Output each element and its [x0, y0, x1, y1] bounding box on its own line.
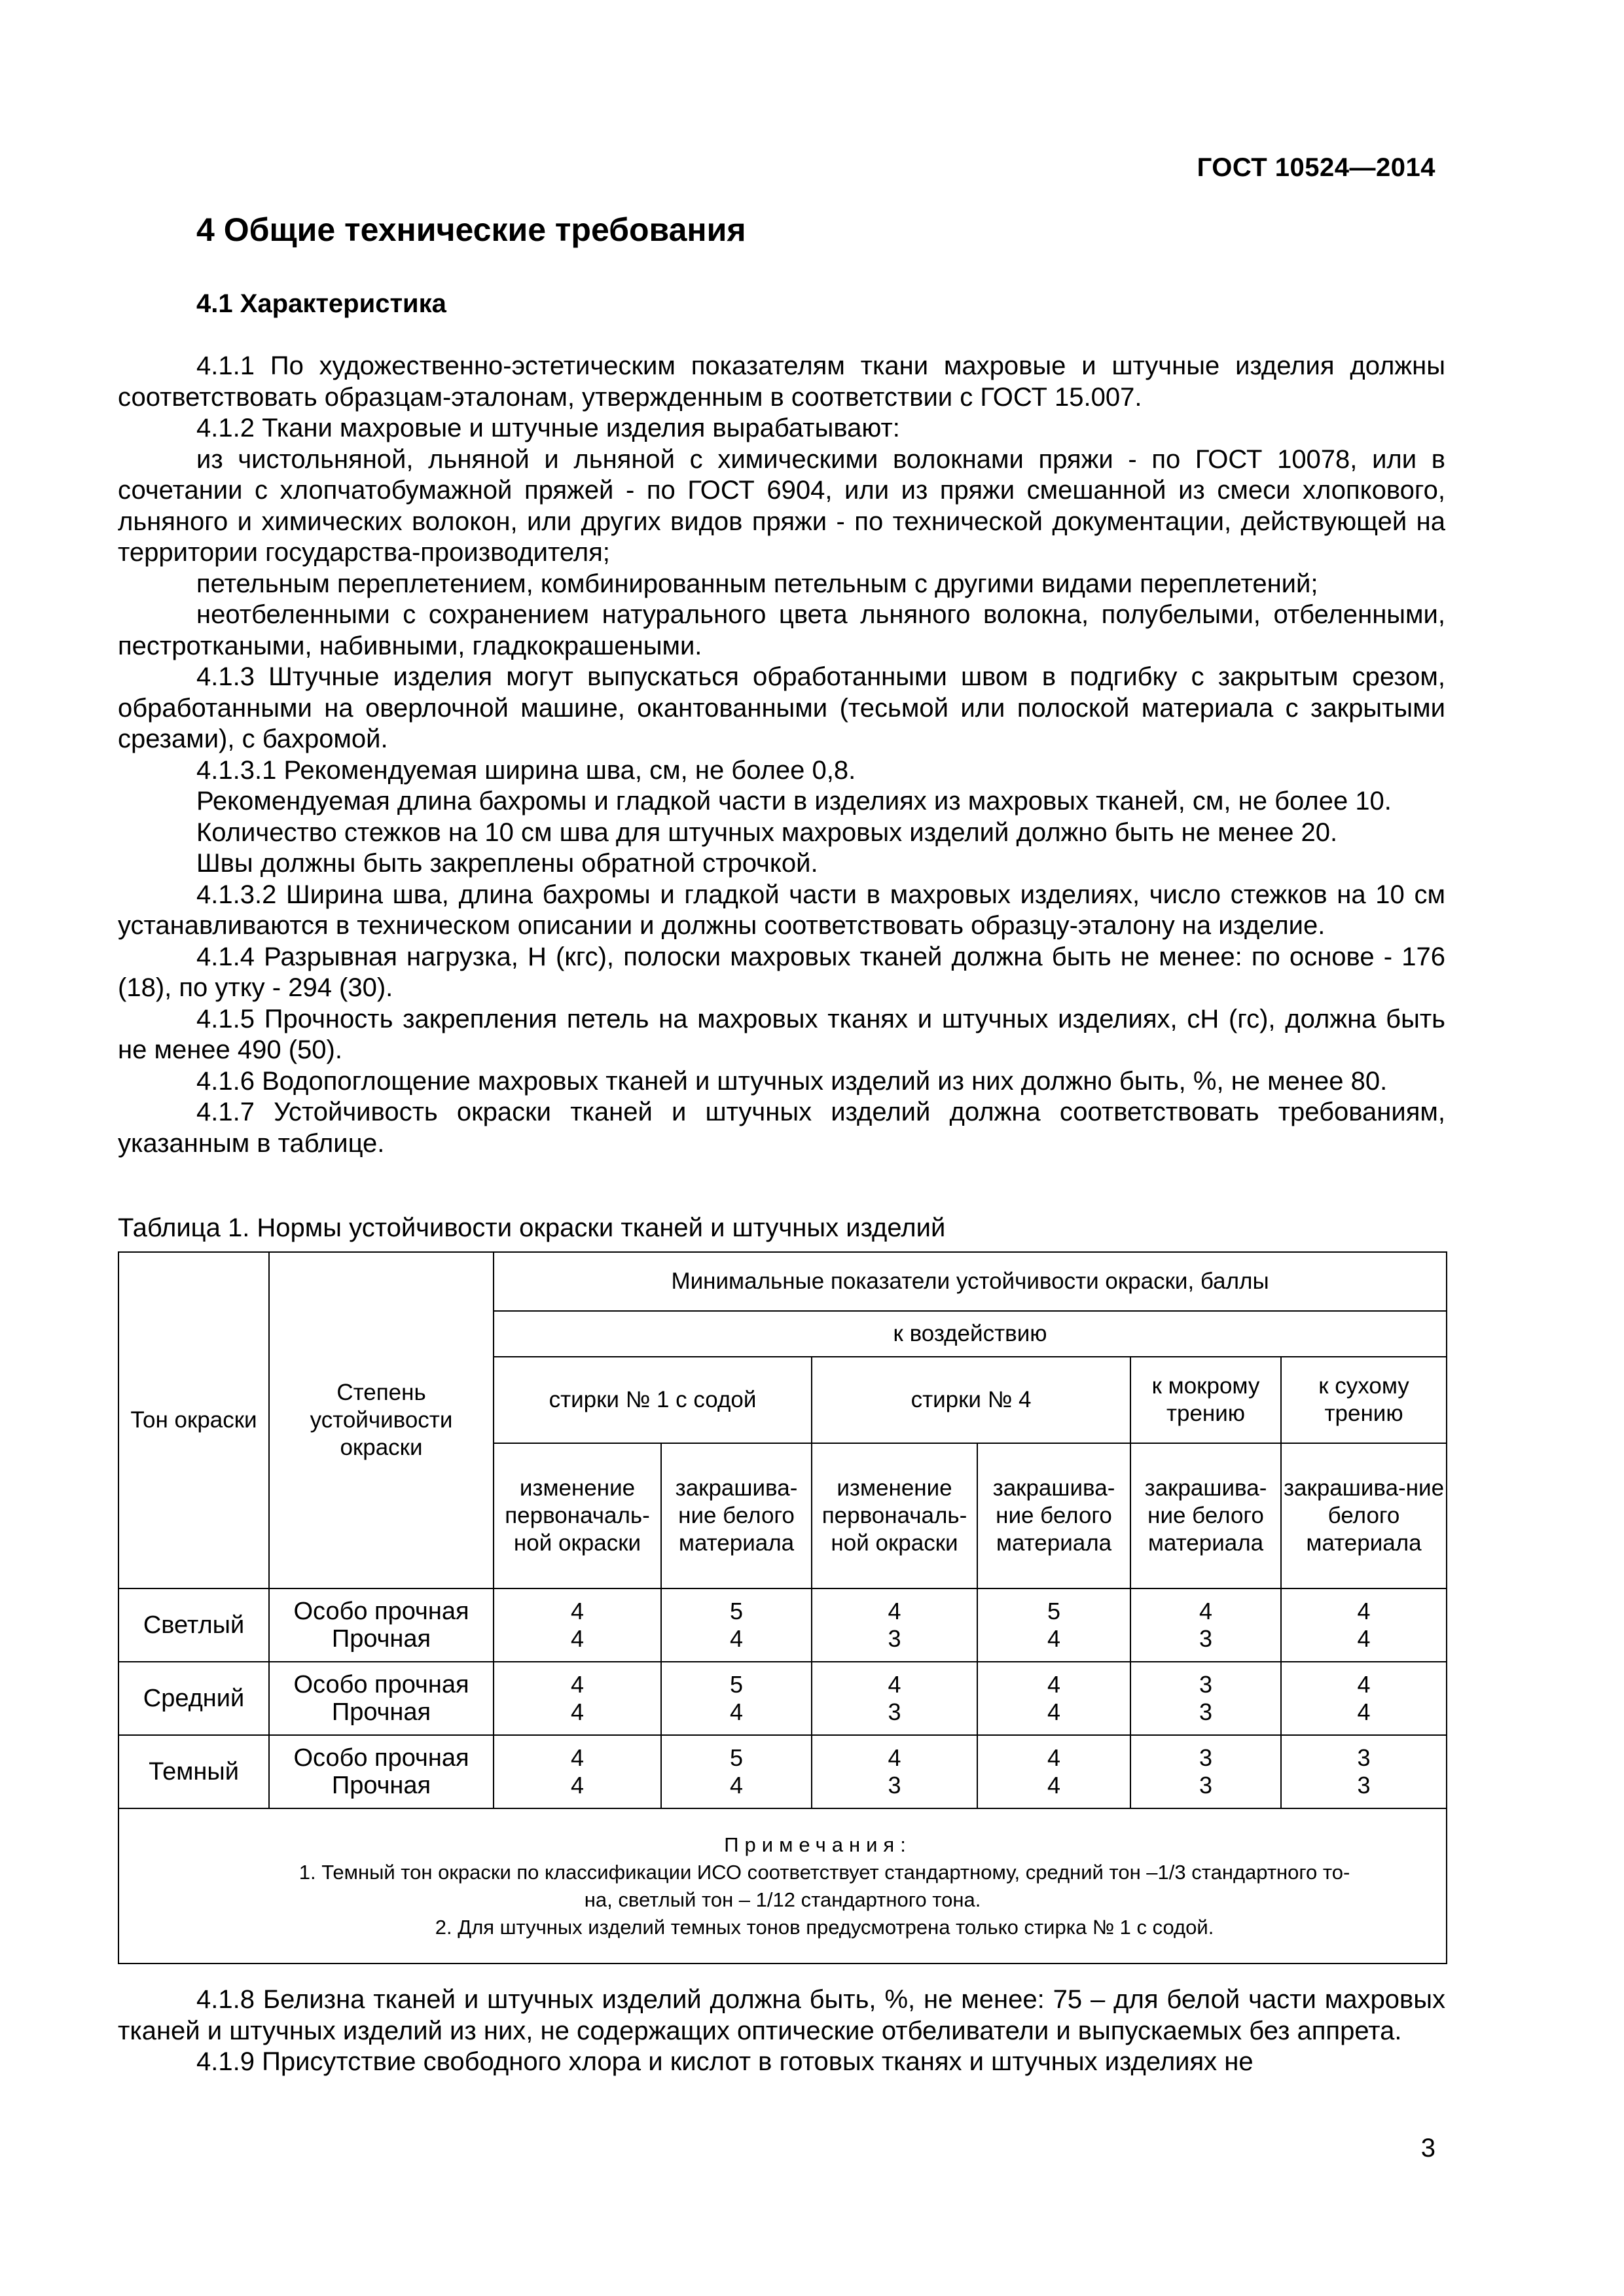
section-heading: 4 Общие технические требования	[196, 211, 746, 248]
paragraph: петельным переплетением, комбинированным петельным с другими видами переплетений;	[196, 569, 1318, 598]
header-tone: Тон окраски	[118, 1252, 269, 1588]
value-cell: 5 4	[661, 1662, 812, 1735]
header-group-wash1: стирки № 1 с содой	[494, 1357, 812, 1443]
value-cell: 4 3	[812, 1662, 977, 1735]
paragraph: 4.1.3.1 Рекомендуемая ширина шва, см, не более 0,8.	[196, 755, 856, 785]
paragraph: 4.1.5 Прочность закрепления петель на махровых тканях и штучных изделиях, сН (гс), должна быть не менее 490 (50).	[118, 1004, 1445, 1064]
paragraph: Швы должны быть закреплены обратной строчкой.	[196, 849, 818, 878]
header-grade: Степень устойчивости окраски	[269, 1252, 494, 1588]
body-text	[118, 351, 1445, 1159]
tone-cell: Темный	[118, 1735, 269, 1808]
value-cell: 4 4	[494, 1662, 661, 1735]
value-cell: 4 4	[977, 1735, 1130, 1808]
value-cell: 4 3	[812, 1735, 977, 1808]
header-main: Минимальные показатели устойчивости окраски, баллы	[494, 1252, 1447, 1311]
header-group-dry-rub: к сухому трению	[1281, 1357, 1447, 1443]
subsection-heading: 4.1 Характеристика	[196, 289, 446, 318]
header-group-wash4: стирки № 4	[812, 1357, 1130, 1443]
paragraph: 4.1.3 Штучные изделия могут выпускаться обработанными швом в подгибку с закрытым срезом, обработанными на оверлочной машине, окантованными (тесьмой или полоской материала с закрытыми срезами), с бахромой.	[118, 662, 1445, 753]
paragraph: из чистольняной, льняной и льняной с химическими волокнами пряжи - по ГОСТ 10078, или в сочетании с хлопчатобумажной пряжей - по ГОСТ 6904, или из пряжи смешанной из смеси хлопкового, льняного и химических волокон, или других видов пряжи - по технической документации, действующей на территории государства-производителя;	[118, 444, 1445, 567]
paragraph: 4.1.1 По художественно-эстетическим показателям ткани махровые и штучные изделия должны соответствовать образцам-эталонам, утвержденным в соответствии с ГОСТ 15.007.	[118, 351, 1445, 412]
value-cell: 4 4	[1281, 1662, 1447, 1735]
value-cell: 3 3	[1130, 1662, 1281, 1735]
tone-cell: Средний	[118, 1662, 269, 1735]
paragraph: неотбеленными с сохранением натурального цвета льняного волокна, полубелыми, отбеленными, пестроткаными, набивными, гладкокрашеными.	[118, 600, 1445, 660]
value-cell: 4 3	[1130, 1588, 1281, 1662]
colorfastness-table	[118, 1251, 1447, 1964]
value-cell: 4 4	[1281, 1588, 1447, 1662]
paragraph: 4.1.4 Разрывная нагрузка, Н (кгс), полоски махровых тканей должна быть не менее: по основе - 176 (18), по утку - 294 (30).	[118, 942, 1445, 1002]
value-cell: 4 4	[494, 1735, 661, 1808]
note-line: 2. Для штучных изделий темных тонов предусмотрена только стирка № 1 с содой.	[435, 1915, 1214, 1939]
table-notes	[118, 1808, 1447, 1964]
header-subcol: закрашива-ние белого материала	[661, 1443, 812, 1588]
value-cell: 4 4	[494, 1588, 661, 1662]
table-caption: Таблица 1. Нормы устойчивости окраски тканей и штучных изделий	[118, 1213, 946, 1242]
value-cell: 4 4	[977, 1662, 1130, 1735]
tone-cell: Светлый	[118, 1588, 269, 1662]
table-row	[118, 1588, 1447, 1662]
table-row	[118, 1662, 1447, 1735]
paragraph: 4.1.7 Устойчивость окраски тканей и штучных изделий должна соответствовать требованиям, указанным в таблице.	[118, 1098, 1445, 1158]
page-number: 3	[1420, 2134, 1435, 2162]
paragraph: 4.1.2 Ткани махровые и штучные изделия вырабатывают:	[196, 414, 900, 442]
paragraph: Количество стежков на 10 см шва для штучных махровых изделий должно быть не менее 20.	[196, 817, 1338, 847]
colorfastness-table-wrapper	[118, 1251, 1446, 1964]
table-row	[118, 1735, 1447, 1808]
header-sub: к воздействию	[494, 1311, 1447, 1357]
document-id: ГОСТ 10524—2014	[1197, 153, 1435, 182]
body-text-after-table	[118, 1984, 1445, 2078]
value-cell: 3 3	[1130, 1735, 1281, 1808]
paragraph: 4.1.9 Присутствие свободного хлора и кислот в готовых тканях и штучных изделиях не	[196, 2047, 1254, 2076]
notes-title: Примечания:	[724, 1833, 912, 1856]
paragraph: 4.1.6 Водопоглощение махровых тканей и штучных изделий из них должно быть, %, не менее 80.	[196, 1066, 1388, 1096]
paragraph: 4.1.8 Белизна тканей и штучных изделий должна быть, %, не менее: 75 – для белой части махровых тканей и штучных изделий из них, не содержащих оптические отбеливатели и выпускаемых без аппрета.	[118, 1985, 1445, 2045]
value-cell: 5 4	[977, 1588, 1130, 1662]
value-cell: 5 4	[661, 1735, 812, 1808]
note-line: на, светлый тон – 1/12 стандартного тона.	[584, 1888, 981, 1911]
grade-cell: Особо прочная Прочная	[269, 1662, 494, 1735]
header-subcol: закрашива-ние белого материала	[977, 1443, 1130, 1588]
paragraph: 4.1.3.2 Ширина шва, длина бахромы и гладкой части в махровых изделиях, число стежков на 10 см устанавливаются в техническом описании и должны соответствовать образцу-эталону на изделие.	[118, 880, 1445, 940]
note-line: 1. Темный тон окраски по классификации ИСО соответствует стандартному, средний тон –1/3 стандартного то-	[298, 1860, 1350, 1884]
grade-cell: Особо прочная Прочная	[269, 1735, 494, 1808]
header-subcol: изменение первоначаль-ной окраски	[812, 1443, 977, 1588]
header-subcol: изменение первоначаль-ной окраски	[494, 1443, 661, 1588]
value-cell: 5 4	[661, 1588, 812, 1662]
paragraph: Рекомендуемая длина бахромы и гладкой части в изделиях из махровых тканей, см, не более 10.	[196, 787, 1392, 816]
header-subcol: закрашива-ние белого материала	[1281, 1443, 1447, 1588]
value-cell: 4 3	[812, 1588, 977, 1662]
header-group-wet-rub: к мокрому трению	[1130, 1357, 1281, 1443]
header-subcol: закрашива-ние белого материала	[1130, 1443, 1281, 1588]
value-cell: 3 3	[1281, 1735, 1447, 1808]
grade-cell: Особо прочная Прочная	[269, 1588, 494, 1662]
